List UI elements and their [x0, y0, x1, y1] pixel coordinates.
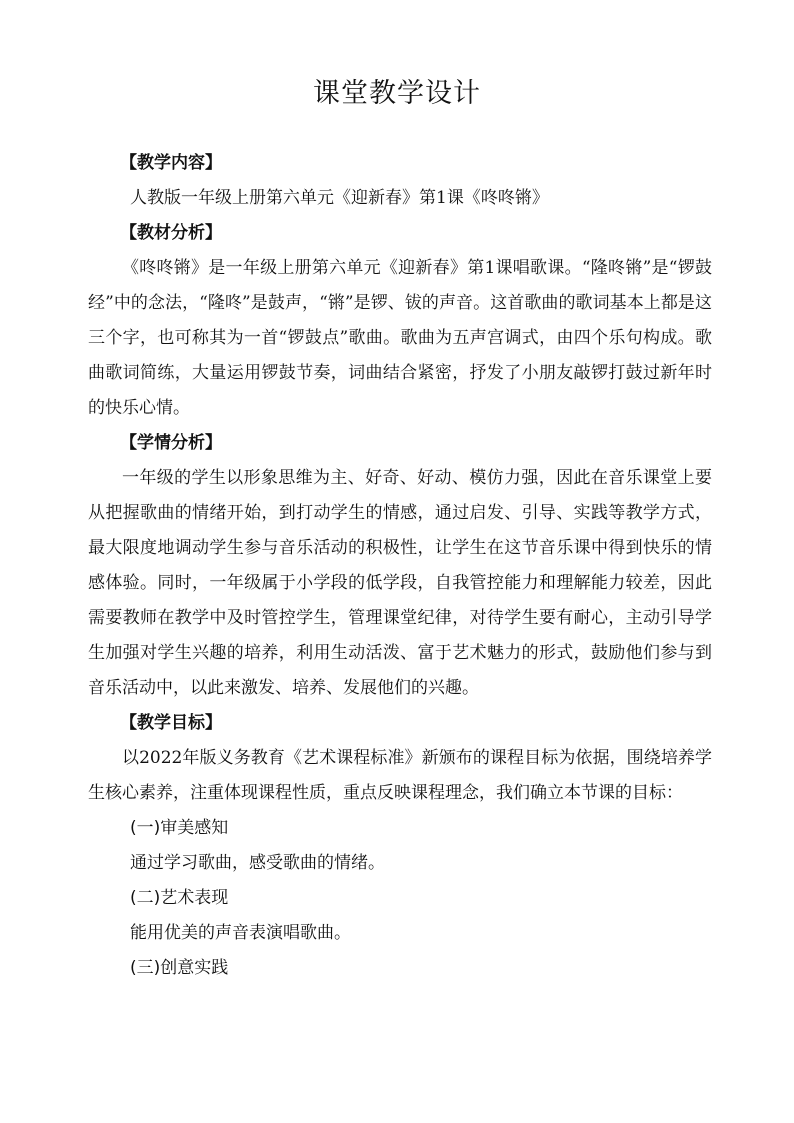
section-text-objectives: 以2022年版义务教育《艺术课程标准》新颁布的课程目标为依据，围绕培养学生核心素养，注重体现课程性质，重点反映课程理念，我们确立本节课的目标： — [88, 748, 712, 803]
objective-label-creative: (三)创意实践 — [130, 958, 229, 978]
section-heading-students: 【学情分析】 — [120, 433, 222, 453]
section-text-students: 一年级的学生以形象思维为主、好奇、好动、模仿力强，因此在音乐课堂上要从把握歌曲的情绪开始，到打动学生的情感，通过启发、引导、实践等教学方式，最大限度地调动学生参与音乐活动的积极性，让学生在这节音乐课中得到快乐的情感体验。同时，一年级属于小学段的低学段，自我管控能力和理解能力较差，因此需要教师在教学中及时管控学生，管理课堂纪律，对待学生要有耐心，主动引导学生加强对学生兴趣的培养，利用生动活泼、富于艺术魅力的形式，鼓励他们参与到音乐活动中，以此来激发、培养、发展他们的兴趣。 — [88, 468, 712, 698]
section-text-material: 《咚咚锵》是一年级上册第六单元《迎新春》第1课唱歌课。“隆咚锵”是“锣鼓经”中的念法，“隆咚”是鼓声，“锵”是锣、钹的声音。这首歌曲的歌词基本上都是这三个字，也可称其为一首“锣鼓点”歌曲。歌曲为五声宫调式，由四个乐句构成。歌曲歌词简练，大量运用锣鼓节奏，词曲结合紧密，抒发了小朋友敲锣打鼓过新年时的快乐心情。 — [88, 258, 712, 418]
page-title: 课堂教学设计 — [313, 78, 481, 109]
section-heading-content: 【教学内容】 — [120, 153, 222, 173]
objective-text-performance: 能用优美的声音表演唱歌曲。 — [130, 923, 351, 943]
document-body — [88, 146, 712, 986]
section-heading-objectives: 【教学目标】 — [120, 713, 222, 733]
objective-label-performance: (二)艺术表现 — [130, 888, 229, 908]
objective-text-aesthetic: 通过学习歌曲，感受歌曲的情绪。 — [130, 853, 385, 873]
section-text-content: 人教版一年级上册第六单元《迎新春》第1课《咚咚锵》 — [130, 188, 549, 208]
objective-label-aesthetic: (一)审美感知 — [130, 818, 229, 838]
section-heading-material: 【教材分析】 — [120, 223, 222, 243]
